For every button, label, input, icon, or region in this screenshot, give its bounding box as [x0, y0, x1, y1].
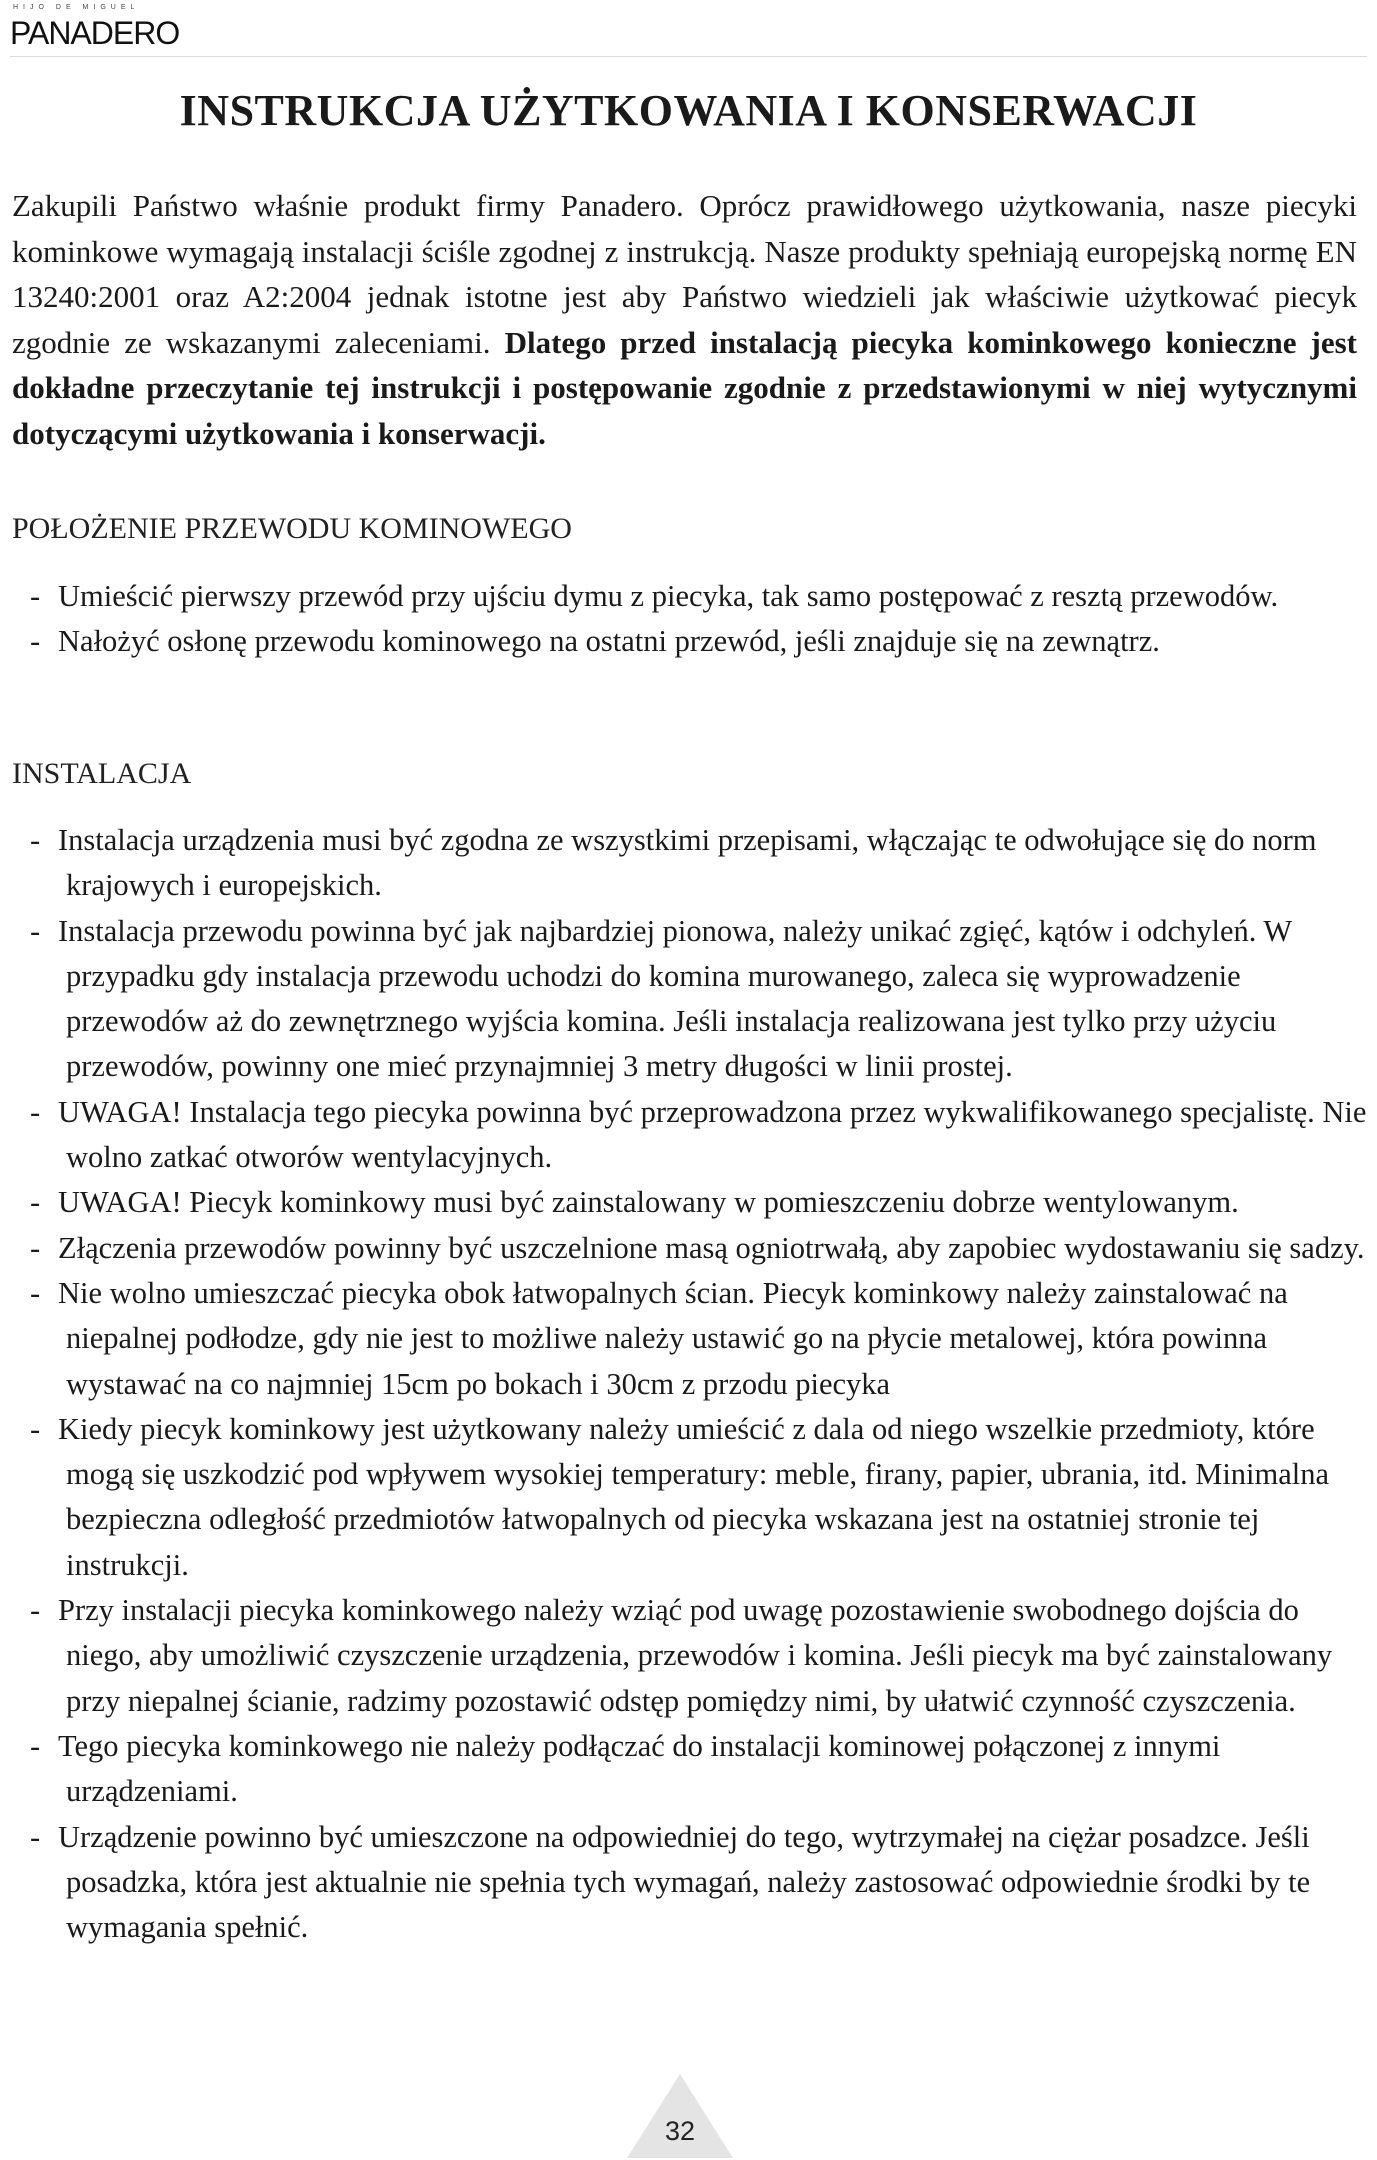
list-item: - Nałożyć osłonę przewodu kominowego na ostatni przewód, jeśli znajduje się na zewnątrz.: [30, 624, 1160, 659]
page-title: INSTRUKCJA UŻYTKOWANIA I KONSERWACJI: [179, 86, 1198, 135]
page-number: 32: [664, 2116, 696, 2146]
brand-tagline: HIJO DE MIGUEL: [13, 4, 140, 11]
page-header: [0, 0, 1377, 60]
brand-logo: PANADERO: [10, 15, 180, 51]
list-item: - Instalacja przewodu powinna być jak najbardziej pionowa, należy unikać zgięć, kątów i odchyleń. W przypadku gdy instalacja przewodu uchodzi do komina murowanego, zaleca się wyprowadzenie przewodów aż do zewnętrznego wyjścia komina. Jeśli instalacja realizowana jest tylko przy użyciu przewodów, powinny one mieć przynajmniej 3 metry długości w linii prostej.: [30, 913, 1292, 1084]
list-item: - UWAGA! Piecyk kominkowy musi być zainstalowany w pomieszczeniu dobrze wentylowanym.: [30, 1185, 1239, 1220]
section-heading-installation: INSTALACJA: [12, 757, 192, 790]
intro-paragraph: [12, 183, 1357, 456]
flue-position-list: [30, 574, 1370, 665]
list-item: - Kiedy piecyk kominkowy jest użytkowany należy umieścić z dala od niego wszelkie przedmioty, które mogą się uszkodzić pod wpływem wysokiej temperatury: meble, firany, papier, ubrania, itd. Minimalna bezpieczna odległość przedmiotów łatwopalnych od piecyka wskazana jest na ostatniej stronie tej instrukcji.: [30, 1411, 1330, 1582]
page-number-badge: [625, 2072, 735, 2158]
list-item: - Tego piecyka kominkowego nie należy podłączać do instalacji kominowej połączonej z innymi urządzeniami.: [30, 1728, 1221, 1809]
intro-text: Zakupili Państwo właśnie produkt firmy Panadero. Oprócz prawidłowego użytkowania, nasze piecyki kominkowe wymagają instalacji ściśle zgodnej z instrukcją. Nasze produkty spełniają europejską normę EN 13240:2001 oraz A2:2004 jednak istotne jest aby Państwo wiedzieli jak właściwie użytkować piecyk zgodnie ze wskazanymi zaleceniami.: [12, 188, 1357, 360]
intro-bold-text: Dlatego przed instalacją piecyka kominkowego konieczne jest dokładne przeczytanie tej instrukcji i postępowanie zgodnie z przedstawionymi w niej wytycznymi dotyczącymi użytkowania i konserwacji.: [12, 324, 1357, 451]
header-divider: [10, 56, 1367, 57]
list-item: - Nie wolno umieszczać piecyka obok łatwopalnych ścian. Piecyk kominkowy należy zainstalować na niepalnej podłodze, gdy nie jest to możliwe należy ustawić go na płycie metalowej, która powinna wystawać na co najmniej 15cm po bokach i 30cm z przodu piecyka: [30, 1275, 1288, 1401]
list-item: - Instalacja urządzenia musi być zgodna ze wszystkimi przepisami, włączając te odwołujące się do norm krajowych i europejskich.: [30, 823, 1317, 903]
list-item: - Przy instalacji piecyka kominkowego należy wziąć pod uwagę pozostawienie swobodnego dojścia do niego, aby umożliwić czyszczenie urządzenia, przewodów i komina. Jeśli piecyk ma być zainstalowany przy niepalnej ścianie, radzimy pozostawić odstęp pomiędzy nimi, by ułatwić czynność czyszczenia.: [30, 1593, 1333, 1718]
installation-list: [30, 818, 1370, 1950]
list-item: - Złączenia przewodów powinny być uszczelnione masą ogniotrwałą, aby zapobiec wydostawaniu się sadzy.: [30, 1230, 1365, 1265]
section-heading-flue-position: POŁOŻENIE PRZEWODU KOMINOWEGO: [12, 512, 572, 545]
list-item: - Urządzenie powinno być umieszczone na odpowiedniej do tego, wytrzymałej na ciężar posadzce. Jeśli posadzka, która jest aktualnie nie spełnia tych wymagań, należy zastosować odpowiednie środki by te wymagania spełnić.: [30, 1819, 1311, 1945]
list-item: - UWAGA! Instalacja tego piecyka powinna być przeprowadzona przez wykwalifikowanego specjalistę. Nie wolno zatkać otworów wentylacyjnych.: [30, 1094, 1367, 1175]
list-item: - Umieścić pierwszy przewód przy ujściu dymu z piecyka, tak samo postępować z resztą przewodów.: [30, 579, 1279, 613]
